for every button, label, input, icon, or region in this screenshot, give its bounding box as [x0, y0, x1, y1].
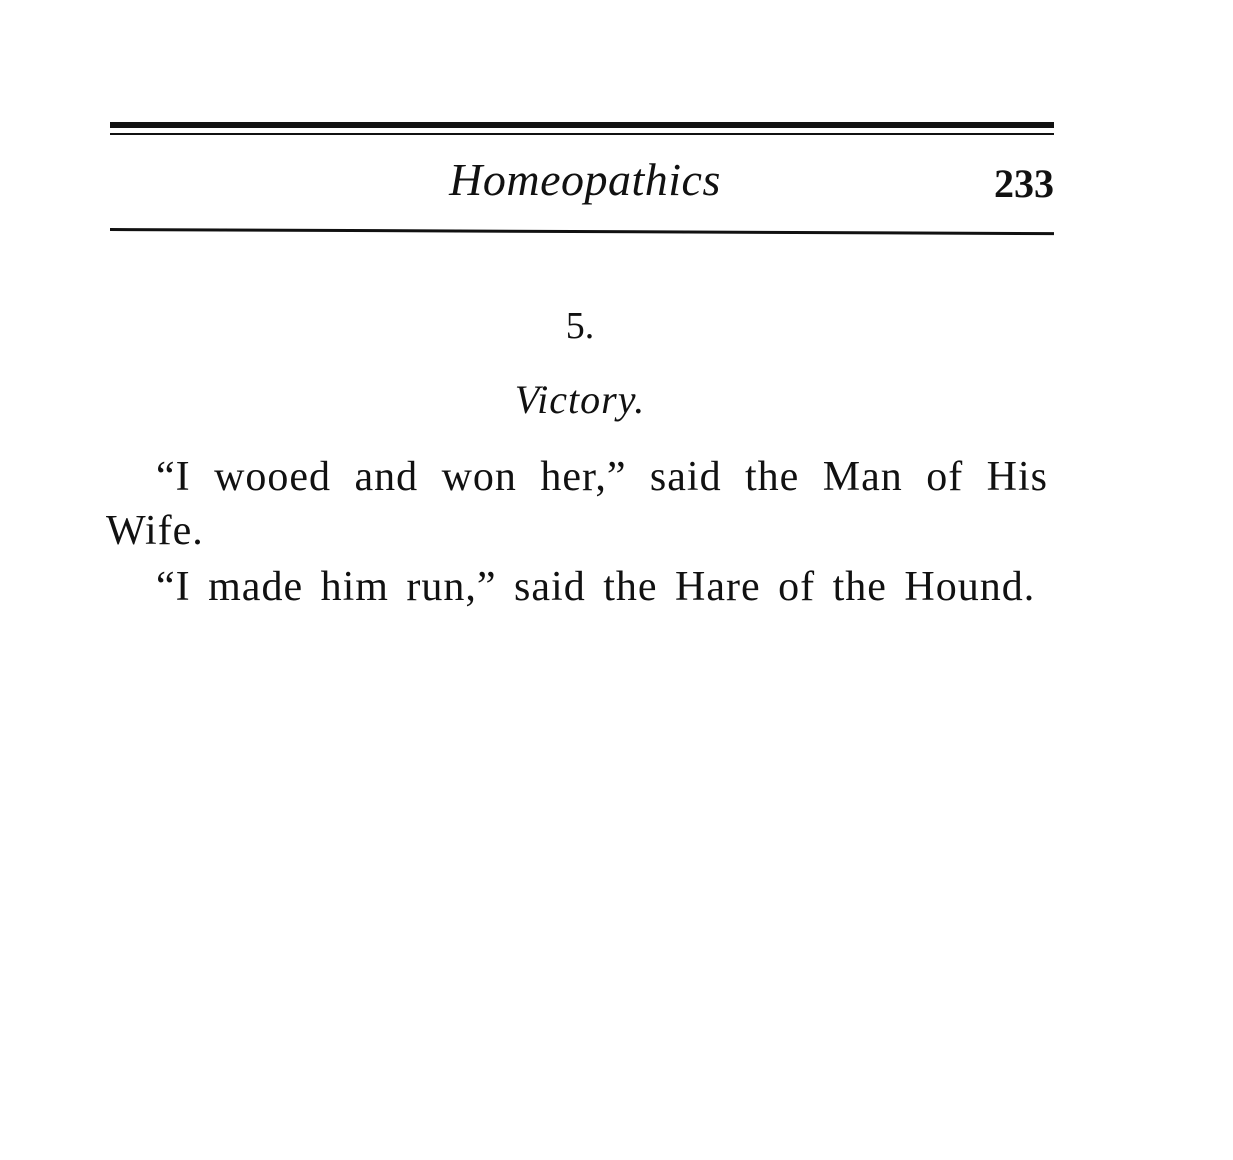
header-rule-thick: [110, 122, 1054, 128]
body-text: [106, 450, 1048, 616]
page-number: 233: [994, 161, 1054, 206]
section-number: 5.: [565, 305, 595, 347]
paragraph: “I wooed and won her,” said the Man of His Wife.: [106, 454, 1048, 554]
header-rule-bottom: [110, 228, 1054, 235]
paragraph: “I made him run,” said the Hare of the Hound.: [156, 564, 1036, 610]
section-title: Victory.: [514, 377, 646, 422]
running-title: Homeopathics: [449, 154, 721, 205]
header-rule-thin: [110, 133, 1054, 135]
